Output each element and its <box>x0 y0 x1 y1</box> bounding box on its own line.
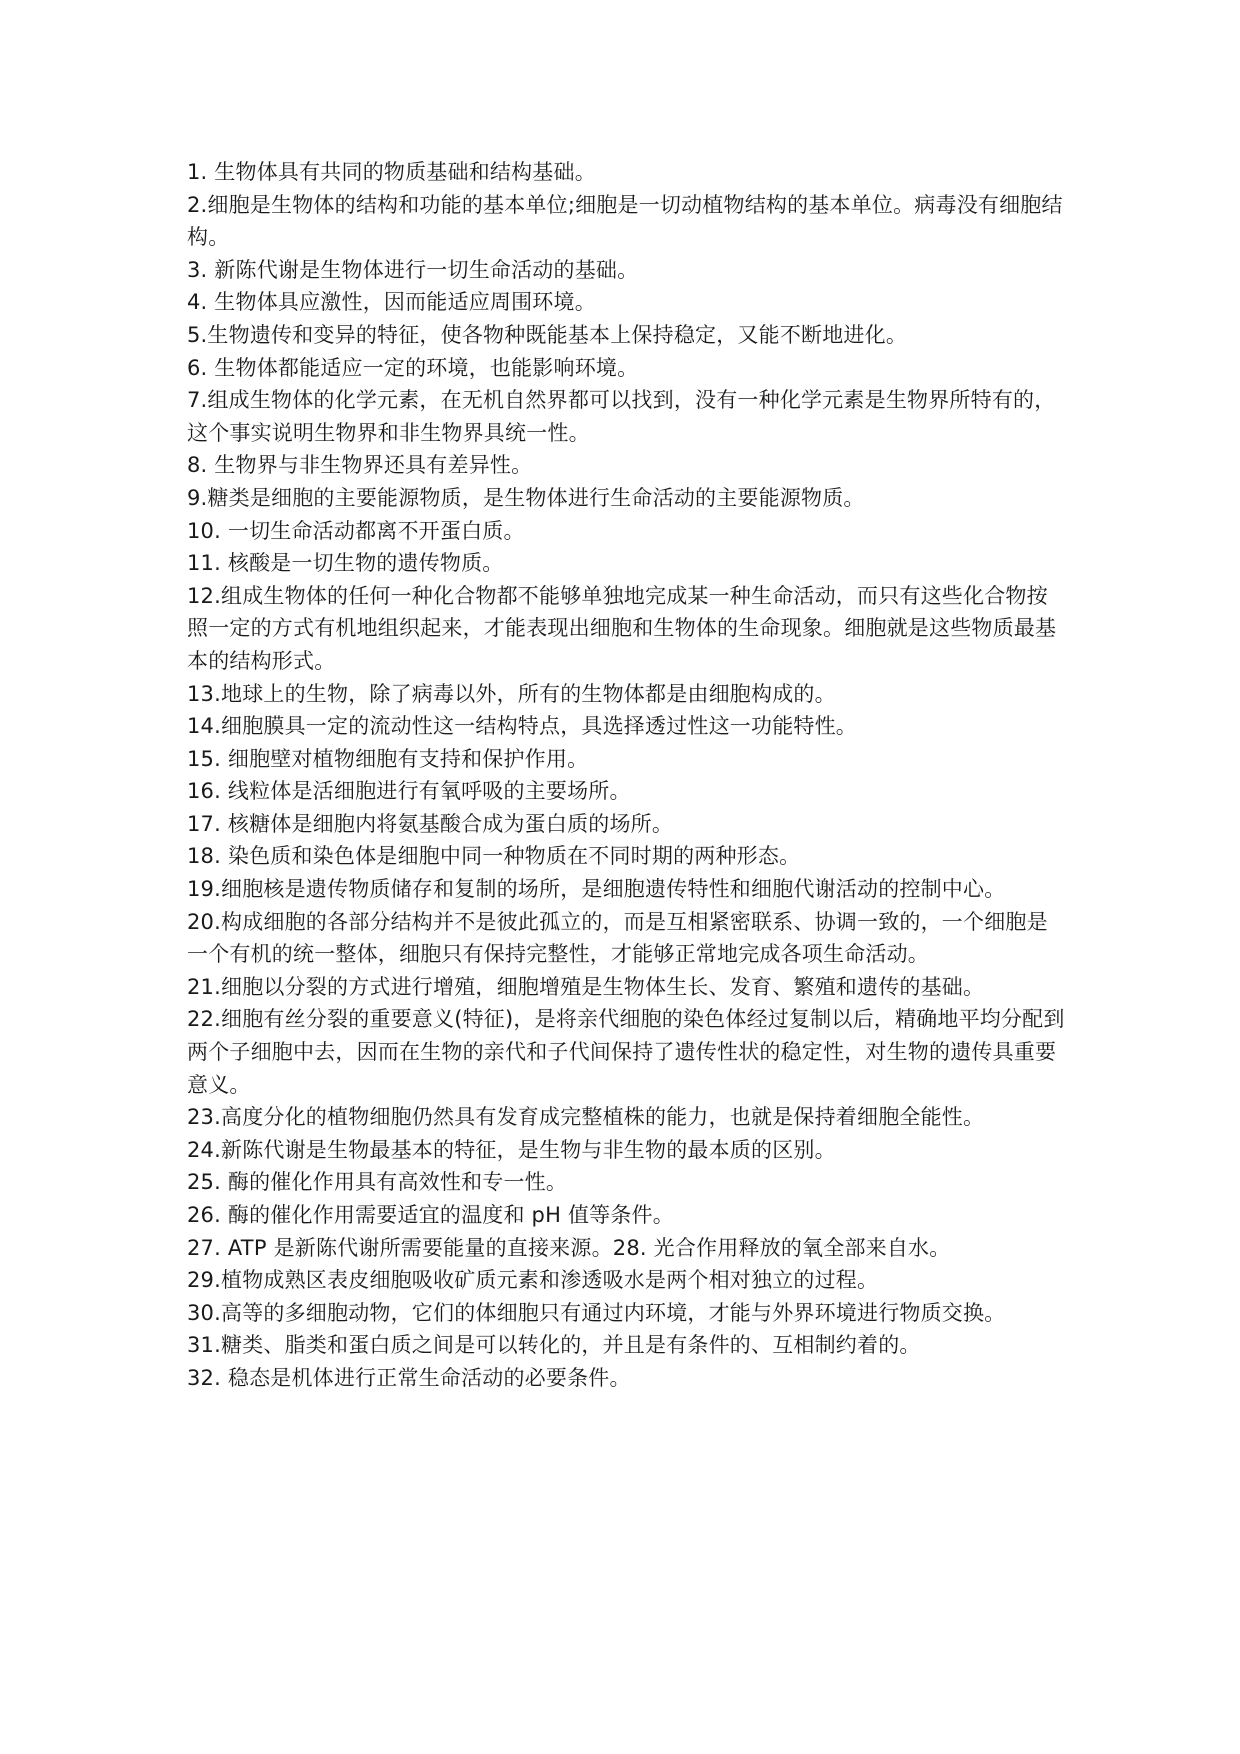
list-item: 14.细胞膜具一定的流动性这一结构特点，具选择透过性这一功能特性。 <box>187 714 857 739</box>
list-item: 9.糖类是细胞的主要能源物质，是生物体进行生命活动的主要能源物质。 <box>187 485 865 510</box>
list-item: 30.高等的多细胞动物，它们的体细胞只有通过内环境，才能与外界环境进行物质交换。 <box>187 1300 1006 1325</box>
list-item: 12.组成生物体的任何一种化合物都不能够单独地完成某一种生命活动，而只有这些化合物按照一定的方式有机地组织起来，才能表现出细胞和生物体的生命现象。细胞就是这些物质最基本的结构形式。 <box>187 583 1057 673</box>
list-item: 15. 细胞壁对植物细胞有支持和保护作用。 <box>187 746 589 771</box>
list-item: 31.糖类、脂类和蛋白质之间是可以转化的，并且是有条件的、互相制约着的。 <box>187 1333 921 1358</box>
list-item: 21.细胞以分裂的方式进行增殖，细胞增殖是生物体生长、发育、繁殖和遗传的基础。 <box>187 974 985 999</box>
list-item: 16. 线粒体是活细胞进行有氧呼吸的主要场所。 <box>187 779 631 804</box>
list-item: 27. ATP 是新陈代谢所需要能量的直接来源。28. 光合作用释放的氧全部来自水。 <box>187 1235 951 1260</box>
list-item: 23.高度分化的植物细胞仍然具有发育成完整植株的能力，也就是保持着细胞全能性。 <box>187 1105 985 1130</box>
list-item: 19.细胞核是遗传物质储存和复制的场所，是细胞遗传特性和细胞代谢活动的控制中心。 <box>187 877 1006 902</box>
list-item: 11. 核酸是一切生物的遗传物质。 <box>187 551 504 576</box>
list-item: 7.组成生物体的化学元素，在无机自然界都可以找到，没有一种化学元素是生物界所特有的，这个事实说明生物界和非生物界具统一性。 <box>187 388 1056 445</box>
list-item: 1. 生物体具有共同的物质基础和结构基础。 <box>187 160 596 184</box>
list-item: 25. 酶的催化作用具有高效性和专一性。 <box>187 1170 568 1195</box>
list-item: 8. 生物界与非生物界还具有差异性。 <box>187 453 533 478</box>
document-body <box>187 156 1067 1395</box>
list-item: 24.新陈代谢是生物最基本的特征，是生物与非生物的最本质的区别。 <box>187 1137 836 1162</box>
list-item: 20.构成细胞的各部分结构并不是彼此孤立的，而是互相紧密联系、协调一致的，一个细胞是一个有机的统一整体，细胞只有保持完整性，才能够正常地完成各项生命活动。 <box>187 909 1048 967</box>
list-item: 26. 酶的催化作用需要适宜的温度和 pH 值等条件。 <box>187 1203 674 1227</box>
list-item: 3. 新陈代谢是生物体进行一切生命活动的基础。 <box>187 257 639 282</box>
list-item: 10. 一切生命活动都离不开蛋白质。 <box>187 518 525 543</box>
list-item: 22.细胞有丝分裂的重要意义(特征)，是将亲代细胞的染色体经过复制以后，精确地平均分配到两个子细胞中去，因而在生物的亲代和子代间保持了遗传性状的稳定性，对生物的遗传具重要意义。 <box>187 1007 1065 1097</box>
list-item: 5.生物遗传和变异的特征，使各物种既能基本上保持稳定，又能不断地进化。 <box>187 322 908 347</box>
list-item: 6. 生物体都能适应一定的环境，也能影响环境。 <box>187 355 639 380</box>
list-item: 29.植物成熟区表皮细胞吸收矿质元素和渗透吸水是两个相对独立的过程。 <box>187 1268 879 1293</box>
list-item: 13.地球上的生物，除了病毒以外，所有的生物体都是由细胞构成的。 <box>187 681 836 706</box>
list-item: 2.细胞是生物体的结构和功能的基本单位;细胞是一切动植物结构的基本单位。病毒没有细胞结构。 <box>187 192 1063 250</box>
list-item: 32. 稳态是机体进行正常生命活动的必要条件。 <box>187 1365 631 1390</box>
list-item: 17. 核糖体是细胞内将氨基酸合成为蛋白质的场所。 <box>187 811 674 836</box>
list-item: 4. 生物体具应激性，因而能适应周围环境。 <box>187 290 596 315</box>
list-item: 18. 染色质和染色体是细胞中同一种物质在不同时期的两种形态。 <box>187 844 801 869</box>
